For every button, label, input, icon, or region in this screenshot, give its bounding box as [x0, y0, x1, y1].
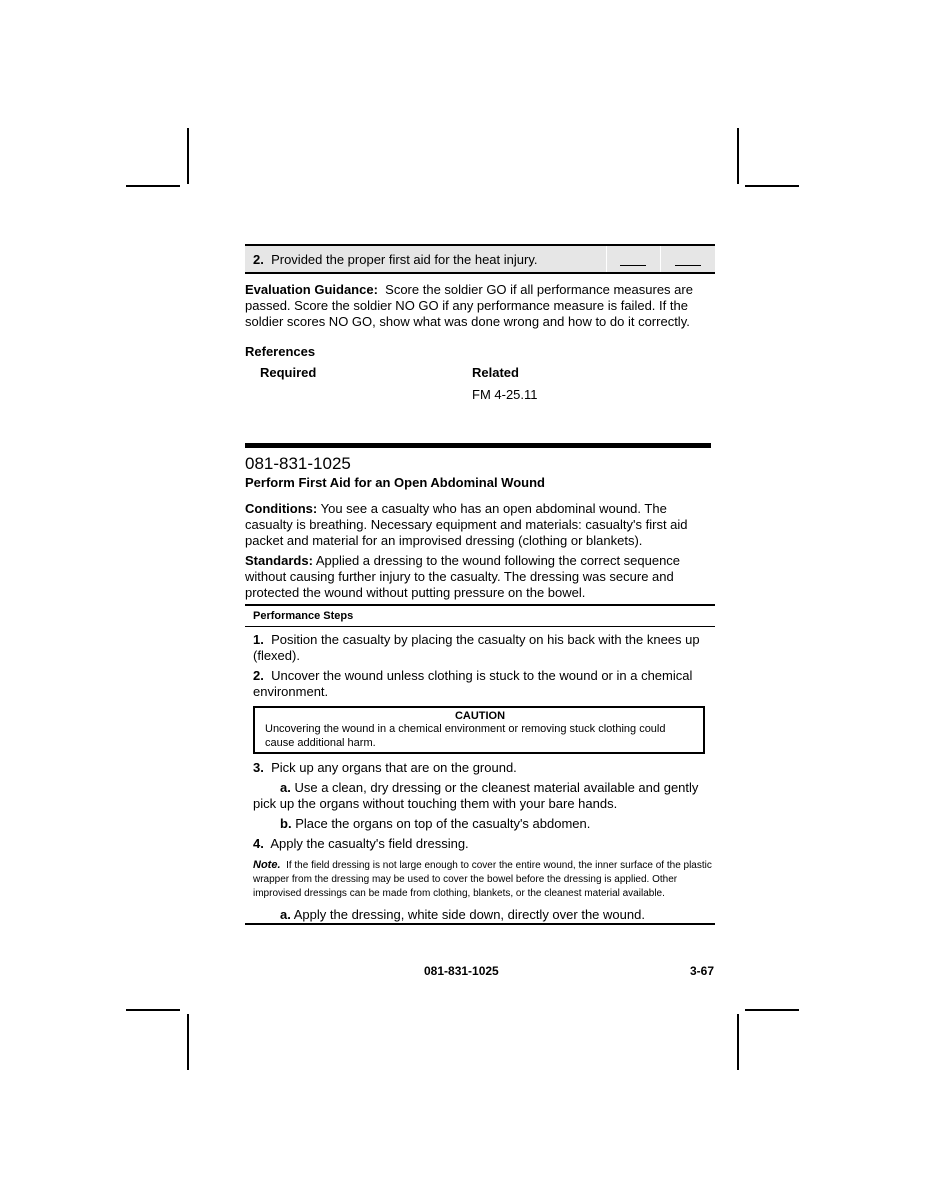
references-required-label: Required: [260, 365, 317, 380]
step-4: 4. Apply the casualty's field dressing.: [253, 836, 469, 851]
measure-number: 2.: [253, 252, 264, 267]
evaluation-guidance: Evaluation Guidance: Score the soldier GO if all performance measures are passed. Score the soldier NO GO if any performance measure is failed. If the soldier scores NO GO, show what was done wrong and how to do it correctly.: [245, 282, 693, 329]
references-related-label: Related: [472, 365, 519, 380]
step-4a: a. Apply the dressing, white side down, directly over the wound.: [245, 907, 715, 925]
crop-mark: [737, 128, 739, 184]
step-2: 2. Uncover the wound unless clothing is stuck to the wound or in a chemical environment.: [253, 668, 693, 699]
conditions: Conditions: You see a casualty who has an open abdominal wound. The casualty is breathing. Necessary equipment and materials: casualty's first aid packet and material for an improvised dressing (clothing or blankets).: [245, 501, 688, 548]
references-table: [245, 359, 715, 403]
footer-page-number: 3-67: [690, 964, 715, 978]
standards: Standards: Applied a dressing to the wound following the correct sequence without causing further injury to the casualty. The dressing was secure and protected the wound without putting pressure on the bowel.: [245, 553, 681, 600]
go-blank[interactable]: [620, 265, 646, 266]
caution-box: [253, 706, 705, 754]
nogo-blank[interactable]: [675, 265, 701, 266]
step-3b: b. Place the organs on top of the casualty's abdomen.: [280, 816, 591, 831]
measure-text: Provided the proper first aid for the heat injury.: [271, 252, 538, 267]
note: Note. If the field dressing is not large enough to cover the entire wound, the inner surface of the plastic wrapper from the dressing may be used to cover the bowel before the dressing is applied. Other improvised dressings can be made from clothing, blankets, or the cleanest material available.: [253, 859, 712, 899]
caution-title: CAUTION: [454, 710, 506, 722]
task-title: Perform First Aid for an Open Abdominal Wound: [245, 475, 545, 490]
caution-text: Uncovering the wound in a chemical environment or removing stuck clothing could cause additional harm.: [265, 723, 666, 749]
crop-mark: [126, 1009, 180, 1011]
crop-mark: [745, 185, 799, 187]
references-related-value: FM 4-25.11: [472, 387, 538, 402]
step-3: 3. Pick up any organs that are on the ground.: [253, 760, 517, 775]
footer-task-number: 081-831-1025: [424, 964, 499, 978]
go-cell-divider: [606, 246, 607, 272]
step-3a: a. Use a clean, dry dressing or the cleanest material available and gently pick up the organs without touching them with your bare hands.: [253, 780, 699, 811]
crop-mark: [187, 1014, 189, 1070]
references-title: References: [245, 344, 316, 359]
task-divider: [245, 443, 711, 448]
crop-mark: [737, 1014, 739, 1070]
performance-steps-header: Performance Steps: [245, 604, 715, 627]
task-number: 081-831-1025: [245, 454, 351, 473]
performance-measure-row: [245, 244, 715, 274]
crop-mark: [187, 128, 189, 184]
page-content: [245, 244, 715, 925]
crop-mark: [126, 185, 180, 187]
nogo-cell-divider: [660, 246, 661, 272]
step-1: 1. Position the casualty by placing the casualty on his back with the knees up (flexed).: [253, 632, 700, 663]
crop-mark: [745, 1009, 799, 1011]
